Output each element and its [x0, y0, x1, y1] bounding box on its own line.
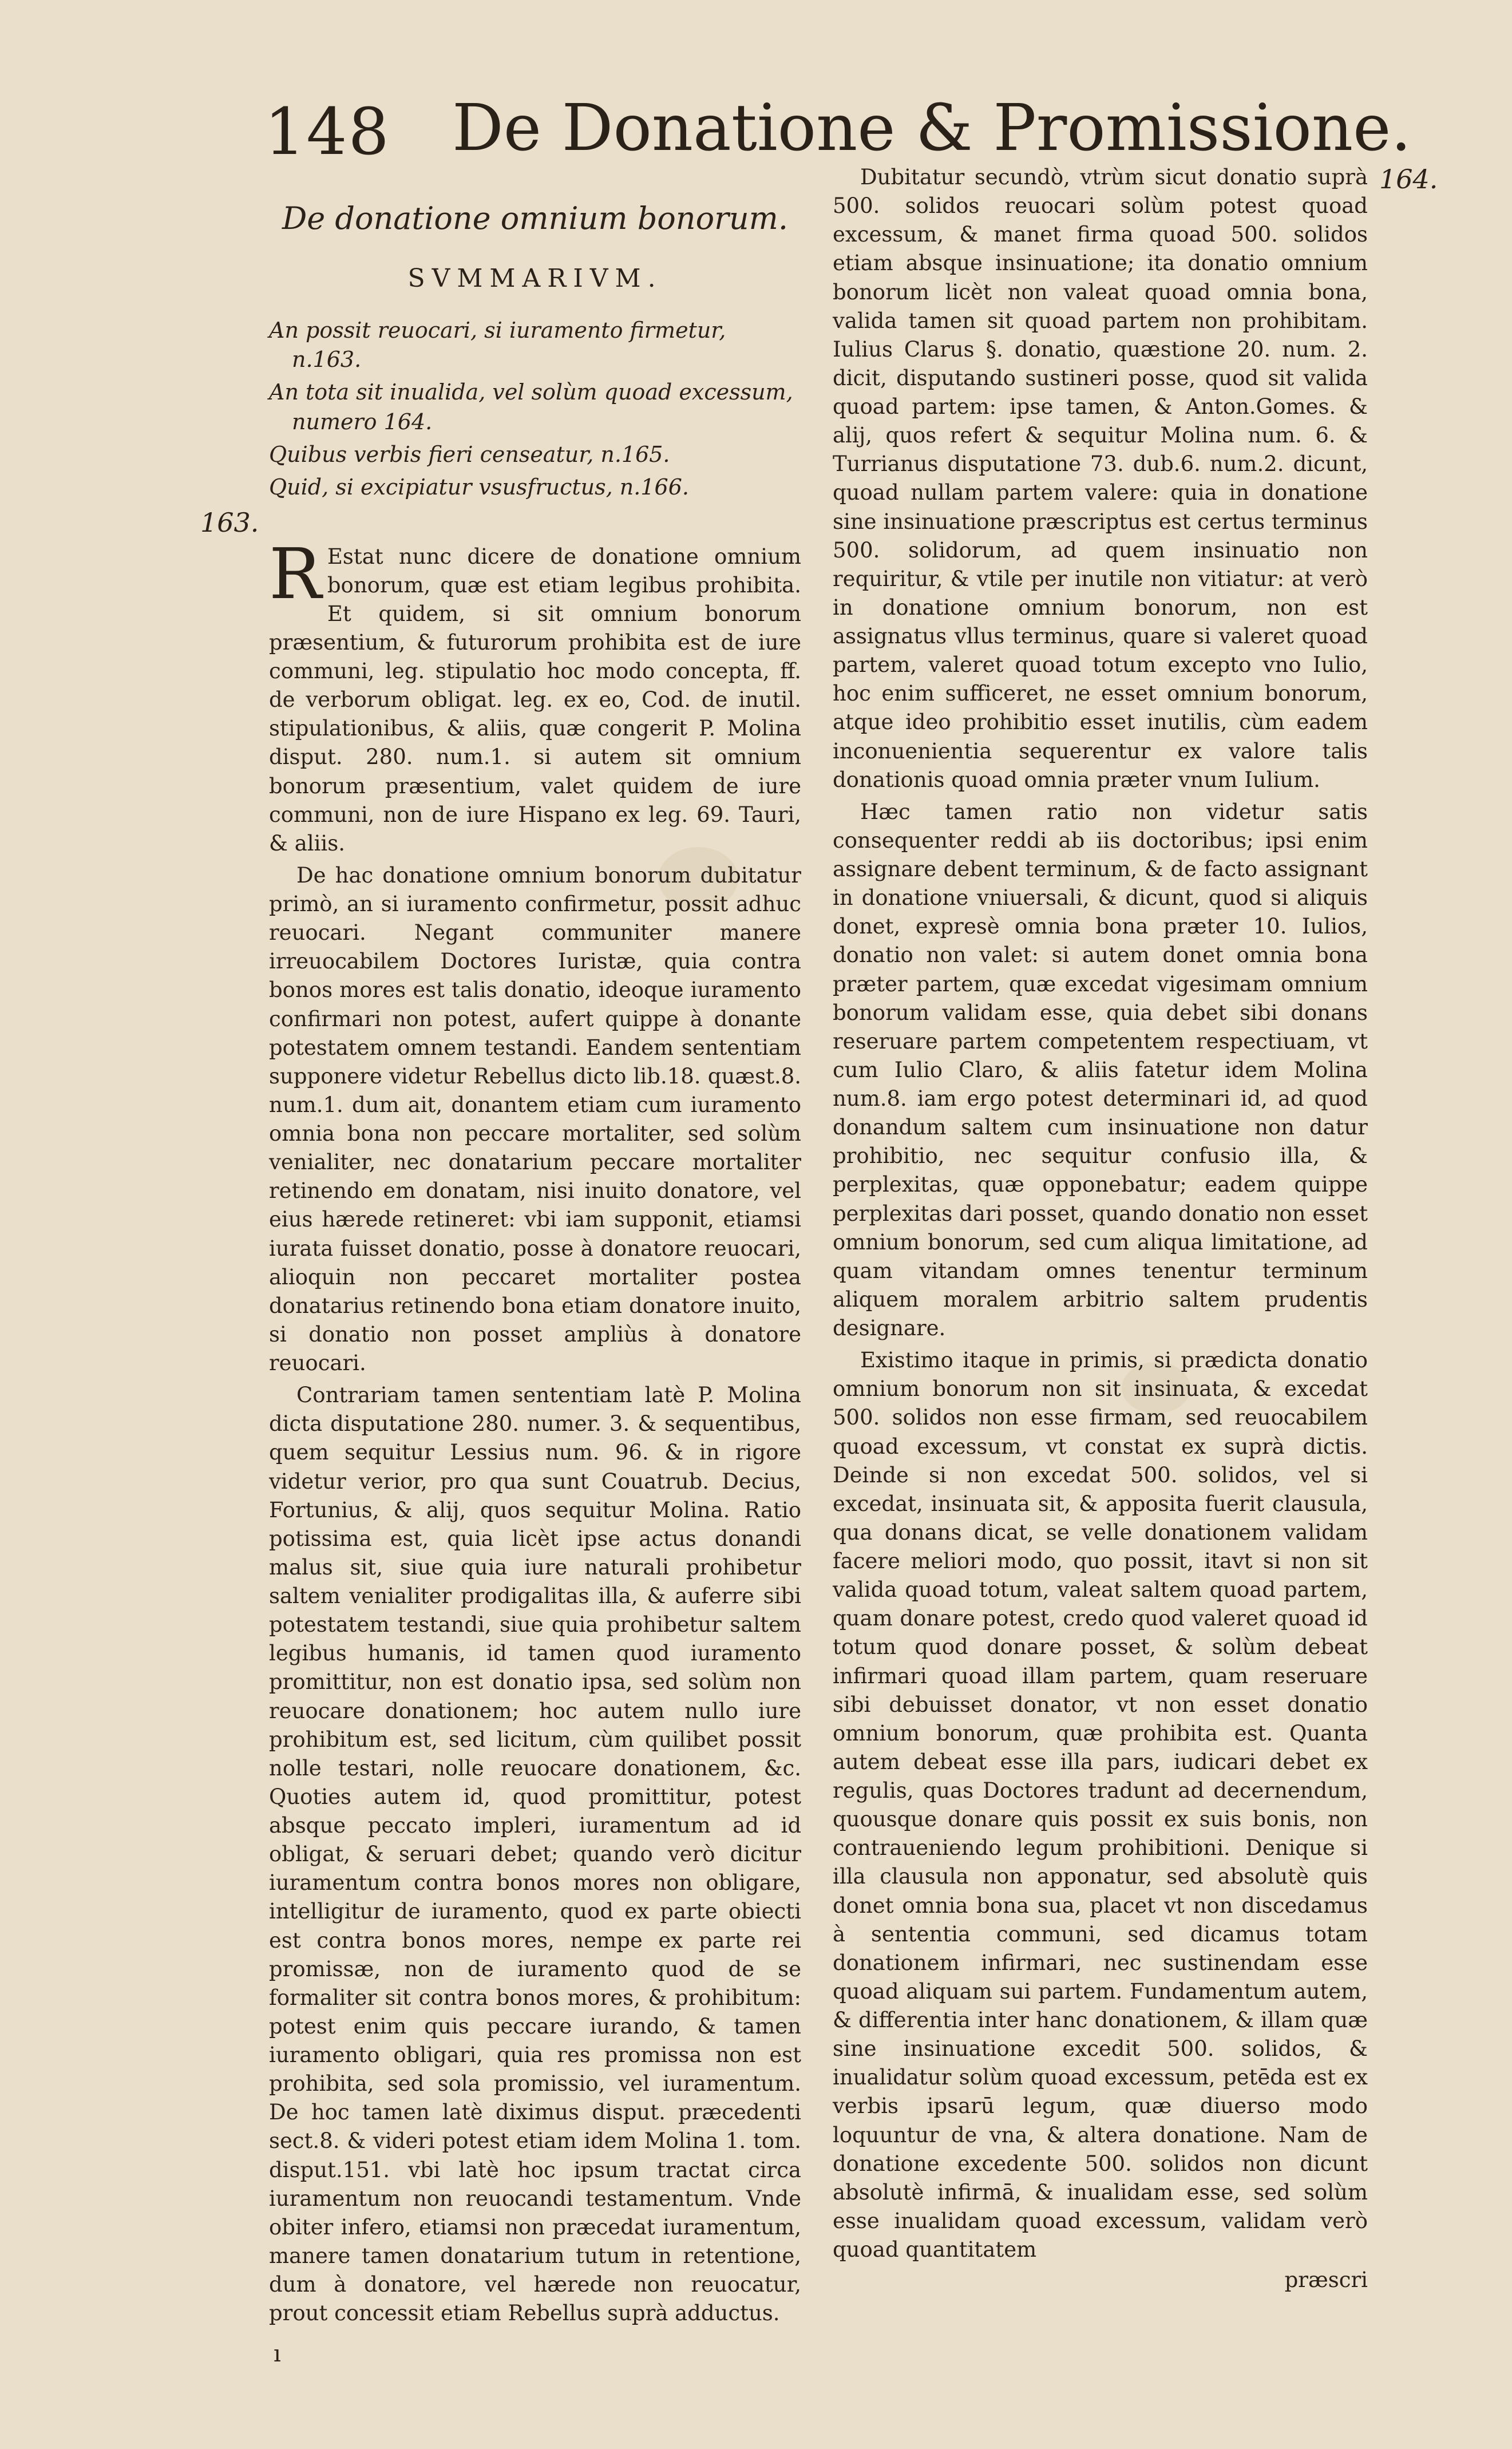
margin-number-right: 164. [1379, 164, 1438, 195]
margin-number-left: 163. [200, 507, 259, 538]
paragraph: Contrariam tamen sententiam latè P. Molina dicta disputatione 280. numer. 3. & sequentibus, quem sequitur Lessius num. 96. & in rigore videtur verior, pro qua sunt Couatrub. Decius, Fortunius, & alij, quos sequitur Molina. Ratio potissima est, quia licèt ipse actus donandi malus sit, siue quia iure naturali prohibetur saltem venialiter prodigalitas illa, & auferre sibi potestatem testandi, siue quia prohibetur saltem legibus humanis, id tamen quod iuramento promittitur, non est donatio ipsa, sed solùm non reuocare donationem; hoc autem nullo iure prohibitum est, sed licitum, cùm quilibet possit nolle testari, nolle reuocare donationem, &c. Quoties autem id, quod promittitur, potest absque peccato impleri, iuramentum ad id obligat, & seruari debet; quando verò dicitur iuramentum contra bonos mores non obligare, intelligitur de iuramento, quod ex parte obiecti est contra bonos mores, nempe ex parte rei promissæ, non de iuramento quod de se formaliter sit contra bonos mores, & prohibitum: potest enim quis peccare iurando, & tamen iuramento obligari, quia res promissa non est prohibita, sed sola promissio, vel iuramentum. De hoc tamen latè diximus disput. præcedenti sect.8. & videri potest etiam idem Molina 1. tom. disput.151. vbi latè hoc ipsum tractat circa iuramentum non reuocandi testamentum. Vnde obiter infero, etiamsi non præcedat iuramentum, manere tamen donatarium tutum in retentione, dum à donatore, vel hærede non reuocatur, prout concessit etiam Rebellus suprà adductus. [269, 1383, 801, 2326]
catchword: præscri [1284, 2268, 1368, 2293]
footer-mark: ı [274, 2341, 281, 2367]
section-title: De donatione omnium bonorum. [282, 200, 789, 236]
paragraph: Dubitatur secundò, vtrùm sicut donatio suprà 500. solidos reuocari solùm potest quoad excessum, & manet firma quoad 500. solidos etiam absque insinuatione; ita donatio omnium bonorum licèt non valeat quoad omnia bona, valida tamen sit quoad partem non prohibitam. Iulius Clarus §. donatio, quæstione 20. num. 2. dicit, disputando sustineri posse, quod sit valida quoad partem: ipse tamen, & Anton.Gomes. & alij, quos refert & sequitur Molina num. 6. & Turrianus disputatione 73. dub.6. num.2. dicunt, quoad nullam partem valere: quia in donatione sine insinuatione præscriptus est certus terminus 500. solidorum, ad quem insinuatio non requiritur, & vtile per inutile non vitiatur: at verò in donatione omnium bonorum, non est assignatus vllus terminus, quare si valeret quoad partem, valeret quoad totum excepto vno Iulio, hoc enim sufficeret, ne esset omnium bonorum, atque ideo prohibitio esset inutilis, cùm eadem inconuenientia sequerentur ex valore talis donationis quoad omnia præter vnum Iulium. [833, 165, 1368, 792]
summary-item: An tota sit inualida, vel solùm quoad excessum, numero 164. [269, 379, 793, 434]
summary-item: Quibus verbis fieri censeatur, n.165. [269, 441, 670, 467]
summary-heading: SVMMARIVM. [407, 263, 663, 293]
summary-item: Quid, si excipiatur vsusfructus, n.166. [269, 474, 689, 500]
page-header [0, 0, 1512, 189]
right-column [833, 163, 1368, 2292]
drop-cap: R [269, 533, 322, 615]
summary-list [269, 316, 801, 503]
paragraph-text: Estat nunc dicere de donatione omnium bonorum, quæ est etiam legibus prohibita. Et quidem, si sit omnium bonorum præsentium, & futurorum prohibita est de iure communi, leg. stipulatio hoc modo concepta, ff. de verborum obligat. leg. ex eo, Cod. de inutil. stipulationibus, & aliis, quæ congerit P. Molina disput. 280. num.1. si autem sit omnium bonorum præsentium, valet quidem de iure communi, non de iure Hispano ex leg. 69. Tauri, & aliis. [269, 544, 801, 856]
running-title: De Donatione & Promissione. [452, 91, 1411, 165]
page-number: 148 [264, 95, 390, 169]
paragraph: De hac donatione omnium bonorum dubitatur primò, an si iuramento confirmetur, possit adhuc reuocari. Negant communiter manere irreuocabilem Doctores Iuristæ, quia contra bonos mores est talis donatio, ideoque iuramento confirmari non potest, aufert quippe à donante potestatem omnem testandi. Eandem sententiam supponere videtur Rebellus dicto lib.18. quæst.8. num.1. dum ait, donantem etiam cum iuramento omnia bona non peccare mortaliter, sed solùm venialiter, nec donatarium peccare mortaliter retinendo em donatam, nisi inuito donatore, vel eius hærede retineret: vbi iam supponit, etiamsi iurata fuisset donatio, posse à donatore reuocari, alioquin non peccaret mortaliter postea donatarius retinendo bona etiam donatore inuito, si donatio non posset ampliùs à donatore reuocari. [269, 863, 801, 1376]
left-column [269, 195, 801, 2331]
paragraph [269, 533, 801, 858]
paragraph: Existimo itaque in primis, si prædicta donatio omnium bonorum non sit insinuata, & excedat 500. solidos non esse firmam, sed reuocabilem quoad excessum, vt constat ex suprà dictis. Deinde si non excedat 500. solidos, vel si excedat, insinuata sit, & apposita fuerit clausula, qua donans dicat, se velle donationem validam facere meliori modo, quo possit, itavt si non sit valida quoad totum, valeat saltem quoad partem, quam donare potest, credo quod valeret quoad id totum quod donare posset, & solùm debeat infirmari quoad illam partem, quam reseruare sibi debuisset donator, vt non esset donatio omnium bonorum, quæ prohibita est. Quanta autem debeat esse illa pars, iudicari debet ex regulis, quas Doctores tradunt ad decernendum, quousque donare quis possit ex suis bonis, non contraueniendo legum prohibitioni. Denique si illa clausula non apponatur, sed absolutè quis donet omnia bona sua, placet vt non discedamus à sententia communi, sed dicamus totam donationem infirmari, nec sustinendam esse quoad aliquam sui partem. Fundamentum autem, & differentia inter hanc donationem, & illam quæ sine insinuatione excedit 500. solidos, & inualidatur solùm quoad excessum, petēda est ex verbis ipsarū legum, quæ diuerso modo loquuntur de vna, & altera donatione. Nam de donatione excedente 500. solidos non dicunt absolutè infirmā, & inualidam esse, sed solùm esse inualidam quoad excessum, validam verò quoad quantitatem [833, 1348, 1368, 2262]
paragraph: Hæc tamen ratio non videtur satis consequenter reddi ab iis doctoribus; ipsi enim assignare debent terminum, & de facto assignant in donatione vniuersali, & dicunt, quod si aliquis donet, expresè omnia bona præter 10. Iulios, donatio non valet: si autem donet omnia bona præter partem, quæ excedat vigesimam omnium bonorum validam esse, quia debet sibi donans reseruare partem competentem respectiuam, vt cum Iulio Claro, & aliis fatetur idem Molina num.8. iam ergo potest determinari id, ad quod donandum saltem cum insinuatione non datur prohibitio, nec sequitur confusio illa, & perplexitas, quæ opponebatur; eadem quippe perplexitas dari posset, quando donatio non esset omnium bonorum, sed cum aliqua limitatione, ad quam vitandam omnes tenentur terminum aliquem moralem arbitrio saltem prudentis designare. [833, 799, 1368, 1340]
summary-item: An possit reuocari, si iuramento firmetur, n.163. [269, 317, 726, 373]
